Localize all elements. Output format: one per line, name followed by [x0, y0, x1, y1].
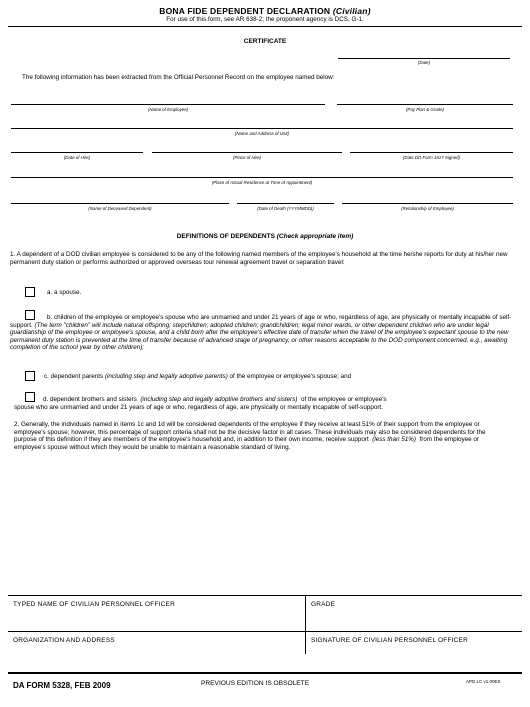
- item-c-text: [44, 373, 514, 381]
- signature-block-divider: [305, 596, 306, 654]
- item-d-1: d. dependent brothers and sisters: [43, 396, 137, 403]
- signature-block-mid-line: [8, 631, 522, 632]
- grade-label: GRADE: [311, 601, 336, 608]
- pay-plan-caption: (Pay Plan & Grade): [405, 107, 445, 112]
- item-b-text: [10, 314, 515, 352]
- previous-edition-note: PREVIOUS EDITION IS OBSOLETE: [201, 680, 310, 687]
- date-of-hire-field[interactable]: [11, 152, 143, 153]
- definition-paragraph-2: [14, 421, 509, 451]
- deceased-dependent-field[interactable]: [11, 203, 229, 204]
- employee-name-field[interactable]: [11, 104, 325, 105]
- checkbox-spouse[interactable]: [25, 287, 35, 297]
- date-of-hire-caption: (Date of Hire): [63, 155, 91, 160]
- signature-label: SIGNATURE OF CIVILIAN PERSONNEL OFFICER: [311, 637, 468, 644]
- pay-plan-field[interactable]: [337, 104, 513, 105]
- place-of-hire-field[interactable]: [152, 152, 342, 153]
- item-b-plain: b. children of the employee or employee's spouse who are unmarried and under 21 years of age or who, regardless of age, are physically or mentally incapable of self-support.: [10, 314, 512, 329]
- item-d-line2: spouse who are unmarried and under 21 years of age or who, regardless of age, are physically or mentally incapable of self-support.: [14, 404, 383, 411]
- date-of-death-caption: (Date of Death (YYYMMDD)): [257, 206, 314, 211]
- item-d-2: (including step and legally adoptive brothers and sisters): [140, 396, 298, 403]
- item-d-line1: [43, 396, 515, 404]
- form-title-text: BONA FIDE DEPENDENT DECLARATION: [159, 6, 331, 16]
- unit-address-field[interactable]: [11, 128, 513, 129]
- certificate-intro: The following information has been extracted from the Official Personnel Record on the employee named below:: [22, 74, 335, 81]
- employee-name-caption: (Name of Employee): [147, 107, 189, 112]
- version-label: APD LC v1.00ES: [466, 679, 501, 684]
- dd-form-date-field[interactable]: [350, 152, 513, 153]
- org-address-label: ORGANIZATION AND ADDRESS: [13, 637, 115, 644]
- header-divider: [8, 26, 522, 27]
- certificate-heading: CERTIFICATE: [243, 38, 287, 45]
- form-subtitle: For use of this form, see AR 638-2; the proponent agency is DCS, G-1.: [166, 16, 364, 23]
- item-c-2: (including step and legally adoptive parents): [104, 373, 228, 380]
- para2-1: 2. Generally, the individuals named in items 1c and 1d will be considered dependents of the employee if they receive at least 51% of their support from the employee or employee's spouse; however, this percentage of support criteria shall not be the decisive factor in all cases. These individuals may also be considered dependents for the purpose of this definition if they are members of the employee's household and, in addition to their own income, receive support: [14, 421, 486, 444]
- date-of-death-field[interactable]: [237, 203, 334, 204]
- form-number: DA FORM 5328, FEB 2009: [13, 681, 111, 690]
- relationship-field[interactable]: [342, 203, 513, 204]
- checkbox-siblings[interactable]: [25, 392, 35, 402]
- para2-2: (less than 51%): [372, 436, 416, 444]
- dd-form-date-caption: (Date DD Form 1617 Signed): [402, 155, 461, 160]
- item-d-3: of the employee or employee's: [301, 396, 387, 403]
- item-c-1: c. dependent parents: [44, 373, 104, 380]
- item-b-italic: (The term "children" will include natural offspring; stepchildren; adopted children; grandchildren; legal minor wards, or other dependent children who are under legal guardianship of the employee or employee's spouse, and a child born after the employee's effective date of transfer when the travel of the employee's expectant spouse to the new permanent duty station is prevented at the time of transfer because of advanced stage of pregnancy, or other reasons acceptable to the DOD component concerned, e.g., awaiting completion of the school year by other children);: [10, 321, 509, 352]
- typed-name-label: TYPED NAME OF CIVILIAN PERSONNEL OFFICER: [13, 601, 175, 608]
- definitions-heading-note: (Check appropriate item): [276, 233, 354, 240]
- place-of-hire-caption: (Place of Hire): [232, 155, 262, 160]
- form-title-suffix: (Civilian): [332, 6, 371, 16]
- form-title: [0, 6, 530, 16]
- date-caption: (Date): [417, 60, 431, 65]
- unit-address-caption: (Name and Address of Unit): [234, 131, 290, 136]
- date-field[interactable]: [338, 58, 510, 59]
- checkbox-parents[interactable]: [25, 371, 35, 381]
- definitions-heading: [0, 233, 530, 240]
- footer-divider: [8, 672, 522, 674]
- relationship-caption: (Relationship of Employee): [401, 206, 454, 211]
- signature-block-top-line: [8, 595, 522, 596]
- residence-field[interactable]: [11, 177, 513, 178]
- para2-3: from the employee or employee's spouse without which they would be unable to maintain a reasonable standard of living.: [14, 436, 479, 451]
- item-a-text: a. a spouse.: [47, 289, 82, 296]
- definition-paragraph-1: 1. A dependent of a DOD civilian employee is considered to be any of the following named members of the employee's household at the time he/she reports for duty at his/her new permanent duty station or performs authorized or approved overseas tour renewal agreement travel or separation travel:: [10, 251, 508, 266]
- definitions-heading-text: DEFINITIONS OF DEPENDENTS: [176, 233, 275, 240]
- residence-caption: (Place of Actual Residence at Time of Appointment): [211, 180, 313, 185]
- deceased-dependent-caption: (Name of Deceased Dependent): [88, 206, 152, 211]
- item-c-3: of the employee or employee's spouse; and: [229, 373, 352, 380]
